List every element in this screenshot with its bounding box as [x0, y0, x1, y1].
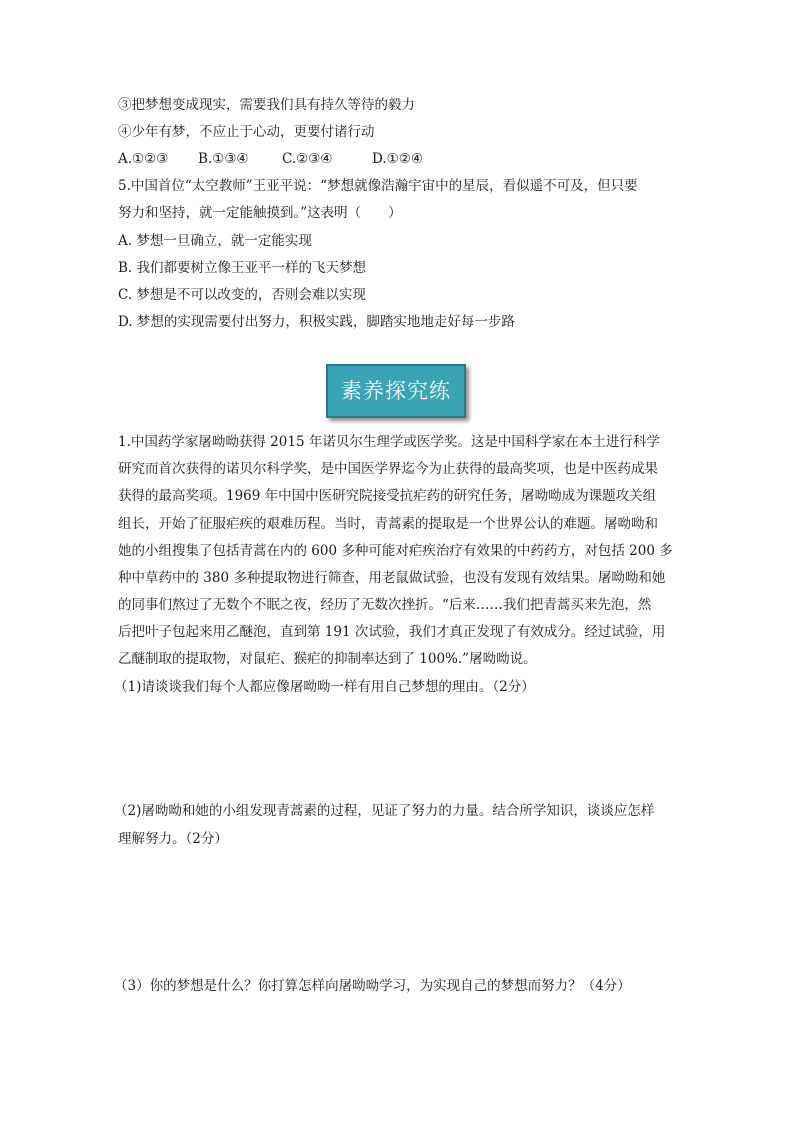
choice-item-3: ③把梦想变成现实，需要我们具有持久等待的毅力	[118, 97, 415, 113]
material-line: 后把叶子包起来用乙醚泡，直到第 191 次试验，我们才真正发现了有效成分。经过试验，用	[118, 624, 666, 640]
answer-options-row	[118, 150, 423, 168]
question-5-option-a: A. 梦想一旦确立，就一定能实现	[118, 233, 312, 249]
section-banner: 素养探究练	[326, 364, 466, 418]
material-line: 种中草药中的 380 多种提取物进行筛查，用老鼠做试验，也没有发现有效结果。屠呦呦和她	[118, 570, 666, 586]
material-line: 她的小组搜集了包括青蒿在内的 600 多种可能对疟疾治疗有效果的中药药方，对包括 200 多	[118, 543, 673, 559]
option-c: C.②③④	[282, 151, 333, 167]
question-5-stem-line1: 5.中国首位“太空教师”王亚平说：“梦想就像浩瀚宇宙中的星辰，看似遥不可及，但只要	[118, 178, 638, 194]
question-5-option-b: B. 我们都要树立像王亚平一样的飞天梦想	[118, 260, 367, 276]
sub-question-2-line1: （2)屠呦呦和她的小组发现青蒿素的过程，见证了努力的力量。结合所学知识，谈谈应怎样	[114, 803, 655, 819]
sub-question-2-line2: 理解努力。（2分）	[118, 831, 228, 847]
choice-item-4: ④少年有梦，不应止于心动，更要付诸行动	[118, 124, 375, 140]
sub-question-3: （3）你的梦想是什么？你打算怎样向屠呦呦学习，为实现自己的梦想而努力？（4分）	[114, 978, 631, 994]
material-line: 1.中国药学家屠呦呦获得 2015 年诺贝尔生理学或医学奖。这是中国科学家在本土进行科学	[118, 434, 660, 450]
material-line: 乙醚制取的提取物，对鼠疟、猴疟的抑制率达到了 100%.”屠呦呦说。	[118, 651, 537, 667]
question-5-option-c: C. 梦想是不可以改变的，否则会难以实现	[118, 287, 366, 303]
sub-question-1: （1)请谈谈我们每个人都应像屠呦呦一样有用自己梦想的理由。（2分）	[114, 679, 535, 695]
material-line: 获得的最高奖项。1969 年中国中医研究院接受抗疟药的研究任务，屠呦呦成为课题攻关组	[118, 488, 657, 504]
option-b: B.①③④	[198, 151, 249, 167]
option-a: A.①②③	[118, 151, 169, 167]
material-line: 的同事们熬过了无数个不眠之夜，经历了无数次挫折。“后来……我们把青蒿买来先泡，然	[118, 597, 652, 613]
material-line: 研究而首次获得的诺贝尔科学奖，是中国医学界迄今为止获得的最高奖项，也是中医药成果	[118, 461, 658, 477]
option-d: D.①②④	[372, 151, 423, 167]
material-line: 组长，开始了征服疟疾的艰难历程。当时，青蒿素的提取是一个世界公认的难题。屠呦呦和	[118, 516, 658, 532]
question-5-option-d: D. 梦想的实现需要付出努力，积极实践，脚踏实地地走好每一步路	[118, 314, 515, 330]
question-5-stem-line2: 努力和坚持，就一定能触摸到。”这表明（ ）	[118, 205, 402, 221]
